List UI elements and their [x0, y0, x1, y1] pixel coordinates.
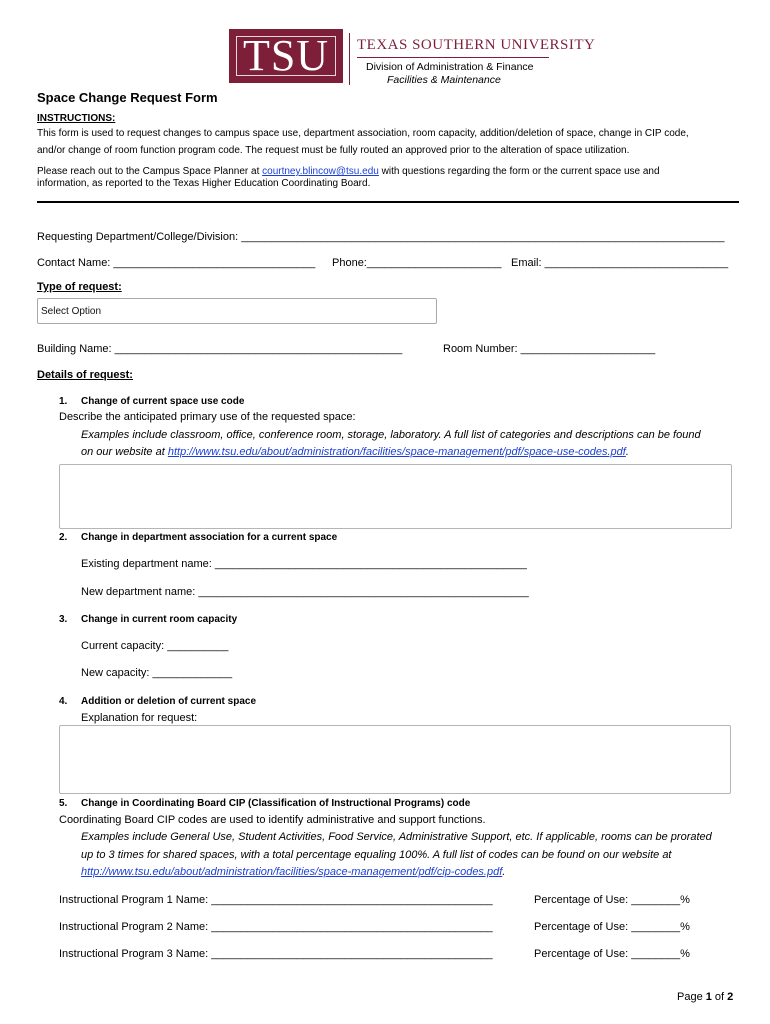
type-of-request-select[interactable] [37, 298, 437, 324]
program-3-name-field[interactable]: Instructional Program 3 Name: ______________________________________________ [59, 948, 493, 960]
explanation-textarea[interactable] [59, 725, 731, 794]
section-1-title: Change of current space use code [81, 396, 245, 407]
section-2-number: 2. [59, 532, 68, 543]
page-title: Space Change Request Form [37, 90, 218, 105]
program-3-percentage-field[interactable]: Percentage of Use: ________% [534, 948, 690, 960]
existing-department-field[interactable]: Existing department name: ___________________________________________________ [81, 558, 527, 570]
requesting-department-field[interactable]: Requesting Department/College/Division: _______________________________________________________________________________ [37, 231, 725, 243]
program-2-percentage-field[interactable]: Percentage of Use: ________% [534, 921, 690, 933]
section-1-number: 1. [59, 396, 68, 407]
section-4-number: 4. [59, 696, 68, 707]
program-2-name-field[interactable]: Instructional Program 2 Name: ______________________________________________ [59, 921, 493, 933]
university-underline [357, 57, 549, 58]
contact-text-pre: Please reach out to the Campus Space Planner at [37, 166, 263, 177]
division-name: Division of Administration & Finance [366, 61, 534, 73]
section-5-title: Change in Coordinating Board CIP (Classification of Instructional Programs) code [81, 798, 471, 809]
tsu-logo [229, 29, 343, 83]
section-1-examples-pre: on our website at [81, 446, 168, 458]
logo-text: TSU [242, 31, 330, 80]
section-5-examples-1: Examples include General Use, Student Activities, Food Service, Administrative Support, etc. If applicable, rooms can be prorated [81, 831, 712, 843]
section-5-number: 5. [59, 798, 68, 809]
contact-paragraph [37, 166, 660, 177]
university-name: TEXAS SOUTHERN UNIVERSITY [357, 37, 596, 53]
building-name-field[interactable]: Building Name: _______________________________________________ [37, 343, 403, 355]
header-divider [349, 33, 350, 85]
instructions-line-2: and/or change of room function program code. The request must be fully routed an approved prior to the alteration of space utilization. [37, 145, 630, 156]
program-1-name-field[interactable]: Instructional Program 1 Name: ______________________________________________ [59, 894, 493, 906]
section-5-examples-2: up to 3 times for shared spaces, with a total percentage equaling 100%. A full list of codes can be found on our website at [81, 849, 672, 861]
space-use-codes-link[interactable]: http://www.tsu.edu/about/administration/facilities/space-management/pdf/space-use-codes.pdf [167, 446, 626, 458]
program-1-percentage-field[interactable]: Percentage of Use: ________% [534, 894, 690, 906]
new-department-field[interactable]: New department name: ______________________________________________________ [81, 586, 529, 598]
phone-field[interactable]: Phone:______________________ [332, 257, 502, 269]
section-5-link-post: . [502, 866, 506, 878]
contact-name-field[interactable]: Contact Name: _________________________________ [37, 257, 316, 269]
new-capacity-field[interactable]: New capacity: _____________ [81, 667, 233, 679]
instructions-heading: INSTRUCTIONS: [37, 113, 116, 124]
instructions-line-1: This form is used to request changes to campus space use, department association, room capacity, addition/deletion of space, change in CIP code, [37, 128, 689, 139]
page-total: 2 [727, 991, 734, 1003]
section-4-description: Explanation for request: [81, 712, 198, 724]
room-number-field[interactable]: Room Number: ______________________ [443, 343, 656, 355]
section-1-examples-post: . [625, 446, 629, 458]
section-1-examples-1: Examples include classroom, office, conference room, storage, laboratory. A full list of categories and descriptions can be found [81, 429, 701, 441]
planner-email-link[interactable]: courtney.blincow@tsu.edu [262, 166, 379, 177]
page-of: of [711, 991, 728, 1003]
select-value: Select Option [41, 306, 102, 317]
section-2-title: Change in department association for a current space [81, 532, 338, 543]
page-current: 1 [705, 991, 712, 1003]
logo-frame [236, 31, 336, 80]
section-4-title: Addition or deletion of current space [81, 696, 257, 707]
department-name: Facilities & Maintenance [387, 74, 501, 86]
section-5-description: Coordinating Board CIP codes are used to identify administrative and support functions. [59, 814, 486, 826]
section-divider [37, 201, 739, 203]
current-capacity-field[interactable]: Current capacity: __________ [81, 640, 229, 652]
email-field[interactable]: Email: ______________________________ [511, 257, 729, 269]
cip-codes-link[interactable]: http://www.tsu.edu/about/administration/facilities/space-management/pdf/cip-codes.pdf [81, 866, 503, 878]
contact-line-2: information, as reported to the Texas Higher Education Coordinating Board. [37, 178, 371, 189]
section-3-number: 3. [59, 614, 68, 625]
contact-text-post: with questions regarding the form or the current space use and [378, 166, 660, 177]
space-use-textarea[interactable] [59, 464, 732, 529]
section-5-link-line [81, 866, 505, 878]
details-label: Details of request: [37, 369, 133, 381]
page-number [677, 991, 733, 1003]
section-1-examples-2 [81, 446, 629, 458]
section-3-title: Change in current room capacity [81, 614, 238, 625]
type-of-request-label: Type of request: [37, 281, 122, 293]
page-label: Page [677, 991, 706, 1003]
section-1-description: Describe the anticipated primary use of the requested space: [59, 411, 356, 423]
